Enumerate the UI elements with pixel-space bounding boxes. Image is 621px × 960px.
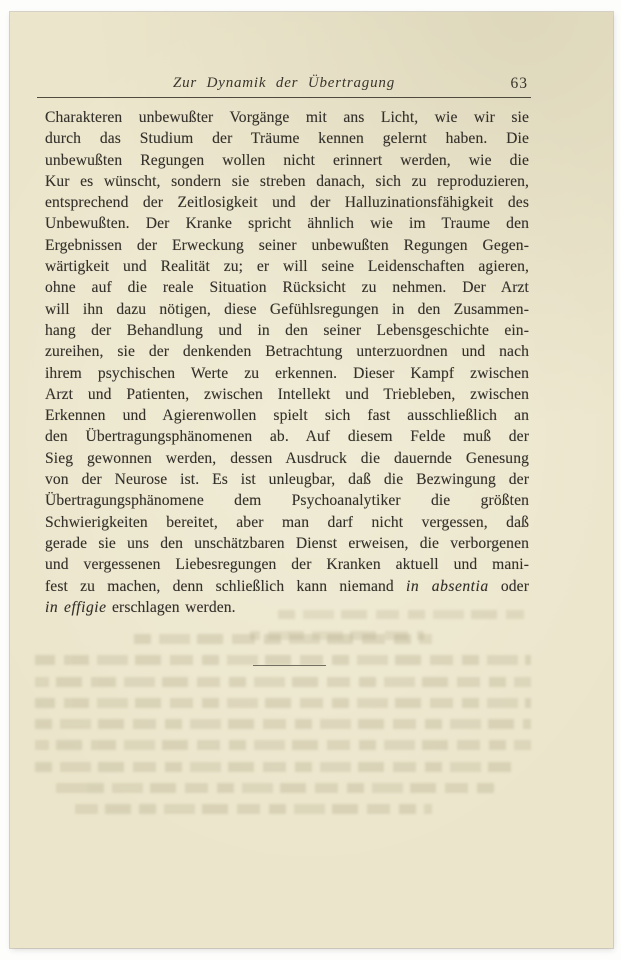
text-segment: und vergessenen Liebesregungen der Kranken aktuell und mani-: [45, 556, 529, 574]
bleedthrough-line: [35, 655, 531, 665]
text-line: [45, 192, 529, 213]
text-segment: Charakteren unbewußter Vorgänge mit ans Licht, wie wir sie: [45, 109, 529, 126]
bleedthrough-line: [35, 698, 531, 708]
running-head-title: Zur Dynamik der Übertragung: [172, 75, 395, 91]
text-line: [45, 277, 529, 298]
text-segment: Erkennen und Agierenwollen spielt sich fast ausschließlich an: [45, 407, 529, 425]
text-segment: Schwierigkeiten bereitet, aber man darf nicht vergessen, daß: [45, 513, 529, 531]
header-rule: [37, 97, 531, 98]
text-segment: Unbewußten. Der Kranke spricht ähnlich wie im Traume den: [45, 215, 529, 233]
text-line: [45, 107, 529, 128]
body-text: [45, 107, 529, 618]
text-segment: entsprechend der Zeitlosigkeit und der Halluzinationsfähigkeit des: [45, 194, 529, 212]
text-line: [45, 299, 529, 320]
text-line: [45, 171, 529, 192]
text-line: [45, 150, 529, 171]
text-line: [45, 341, 529, 362]
text-segment: Übertragungsphänomene dem Psychoanalytiker die größten: [45, 492, 529, 510]
text-segment: zureihen, sie der denkenden Betrachtung unterzuordnen und nach: [45, 343, 529, 361]
text-segment: fest zu machen, denn schließlich kann niemand: [45, 577, 407, 595]
italic-phrase: in effigie: [45, 598, 107, 616]
text-segment: Sieg gewonnen werden, dessen Ausdruck die dauernde Genesung: [45, 449, 529, 467]
text-segment: erschlagen werden.: [106, 598, 236, 616]
text-line: [45, 235, 529, 256]
text-line: [45, 597, 529, 618]
text-segment: den Übertragungsphänomenen ab. Auf diesem Felde muß der: [45, 428, 529, 446]
text-segment: Ergebnissen der Erweckung seiner unbewußten Regungen Gegen-: [45, 236, 529, 254]
text-segment: oder: [488, 577, 529, 595]
bleedthrough-line: [250, 631, 424, 640]
bleedthrough-line: [35, 740, 531, 750]
text-segment: durch das Studium der Träume kennen gelernt haben. Die: [45, 130, 529, 148]
bleedthrough-line: [35, 719, 531, 729]
text-line: [45, 213, 529, 234]
text-segment: unbewußten Regungen wollen nicht erinnert werden, wie die: [45, 151, 529, 169]
text-segment: ohne auf die reale Situation Rücksicht zu nehmen. Der Arzt: [45, 279, 529, 297]
text-line: [45, 363, 529, 384]
text-line: [45, 426, 529, 447]
text-line: [45, 533, 529, 554]
bleedthrough-line: [35, 762, 511, 772]
text-segment: Arzt und Patienten, zwischen Intellekt und Triebleben, zwischen: [45, 385, 529, 403]
page-number: 63: [510, 75, 528, 92]
text-line: [45, 448, 529, 469]
text-line: [45, 490, 529, 511]
text-segment: gerade sie uns den unschätzbaren Dienst erweisen, die verborgenen: [45, 534, 529, 552]
text-segment: von der Neurose ist. Es ist unleugbar, daß die Bezwingung der: [45, 471, 529, 489]
section-divider: [253, 665, 326, 666]
text-line: [45, 469, 529, 490]
book-page: [10, 12, 613, 948]
text-line: [45, 512, 529, 533]
running-head: [37, 75, 531, 95]
text-line: [45, 554, 529, 575]
text-line: [45, 576, 529, 597]
text-segment: wärtigkeit und Realität zu; er will seine Leidenschaften agieren,: [45, 258, 529, 276]
text-line: [45, 128, 529, 149]
bleedthrough-line: [134, 634, 432, 644]
text-line: [45, 384, 529, 405]
text-line: [45, 320, 529, 341]
text-segment: hang der Behandlung und in den seiner Lebensgeschichte ein-: [45, 321, 529, 339]
text-line: [45, 256, 529, 277]
text-line: [45, 405, 529, 426]
text-segment: Kur es wünscht, sondern sie streben danach, sich zu reproduzieren,: [45, 172, 529, 190]
text-segment: will ihn dazu nötigen, diese Gefühlsregungen in den Zusammen-: [45, 300, 529, 318]
bleedthrough-line: [50, 783, 496, 793]
bleedthrough-line: [35, 677, 531, 687]
bleedthrough-text: [35, 634, 531, 826]
text-segment: ihrem psychischen Werte zu erkennen. Dieser Kampf zwischen: [45, 364, 529, 382]
bleedthrough-line: [75, 804, 432, 814]
italic-phrase: in absentia: [406, 577, 489, 595]
